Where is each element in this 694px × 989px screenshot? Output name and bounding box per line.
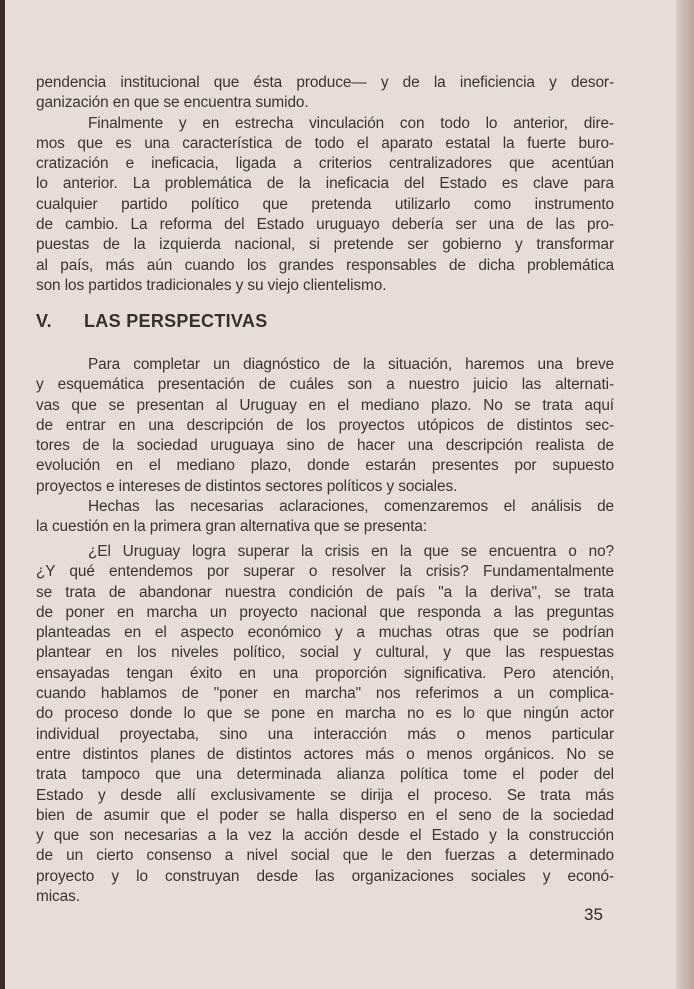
text-line: de cambio. La reforma del Estado uruguayo debería ser una de las pro- xyxy=(36,216,614,234)
text-line: y que son necesarias a la vez la acción desde el Estado y la construcción xyxy=(36,827,614,845)
text-line: plantear en los niveles político, social y cultural, y que las respuestas xyxy=(36,644,614,662)
text-line: al país, más aún cuando los grandes responsables de dicha problemática xyxy=(36,256,614,274)
text-line: de entrar en una descripción de los proyectos utópicos de distintos sec- xyxy=(36,416,614,434)
text-line: son los partidos tradicionales y su viejo clientelismo. xyxy=(36,276,387,294)
text-line: ensayadas tengan éxito en una proporción significativa. Pero atención, xyxy=(36,664,614,682)
text-block-top xyxy=(36,73,614,296)
text-line: evolución en el mediano plazo, donde estarán presentes por supuesto xyxy=(36,457,614,475)
text-line: de un cierto consenso a nivel social que le den fuerzas a determinado xyxy=(36,847,614,865)
text-line: mos que es una característica de todo el aparato estatal la fuerte buro- xyxy=(36,134,614,152)
text-line: Hechas las necesarias aclaraciones, comenzaremos el análisis de xyxy=(88,498,614,516)
text-line: individual proyectaba, sino una interacción más o menos particular xyxy=(36,725,614,743)
text-block-bottom xyxy=(36,542,614,907)
text-line: ¿El Uruguay logra superar la crisis en la que se encuentra o no? xyxy=(88,543,614,560)
text-line: ¿Y qué entendemos por superar o resolver la crisis? Fundamentalmente xyxy=(36,563,614,581)
text-line: puestas de la izquierda nacional, si pretende ser gobierno y transformar xyxy=(36,236,614,254)
text-line: bien de asumir que el poder se halla disperso en el seno de la sociedad xyxy=(36,806,614,824)
text-line: planteadas en el aspecto económico y a muchas otras que se podrían xyxy=(36,624,614,642)
section-heading xyxy=(36,311,268,332)
text-line: cualquier partido político que pretenda utilizarlo como instrumento xyxy=(36,195,614,213)
text-line: vas que se presentan al Uruguay en el mediano plazo. No se trata aquí xyxy=(36,396,614,414)
text-line: Estado y desde allí exclusivamente se dirija el proceso. Se trata más xyxy=(36,786,614,804)
section-title: LAS PERSPECTIVAS xyxy=(84,311,268,331)
text-line: ganización en que se encuentra sumido. xyxy=(36,94,309,112)
text-line: trata tampoco que una determinada alianza política tome el poder del xyxy=(36,766,614,784)
text-block-middle xyxy=(36,355,614,538)
text-line: cuando hablamos de "poner en marcha" nos referimos a un complica- xyxy=(36,685,614,703)
text-line: Finalmente y en estrecha vinculación con todo lo anterior, dire- xyxy=(88,114,614,132)
text-line: do proceso donde lo que se pone en marcha no es lo que ningún actor xyxy=(36,705,614,723)
text-line: entre distintos planes de distintos actores más o menos orgánicos. No se xyxy=(36,745,614,763)
text-line: proyecto y lo construyan desde las organizaciones sociales y econó- xyxy=(36,867,614,885)
text-line: proyectos e intereses de distintos sectores políticos y sociales. xyxy=(36,477,458,495)
text-line: de poner en marcha un proyecto nacional que responda a las preguntas xyxy=(36,603,614,621)
text-line: lo anterior. La problemática de la ineficacia del Estado es clave para xyxy=(36,175,614,193)
page-number: 35 xyxy=(584,905,603,924)
text-line: la cuestión en la primera gran alternativa que se presenta: xyxy=(36,518,428,536)
section-number: V. xyxy=(36,311,52,331)
book-spine-edge xyxy=(0,0,5,989)
page-edge xyxy=(676,0,694,989)
text-line: y esquemática presentación de cuáles son a nuestro juicio las alternati- xyxy=(36,376,614,394)
text-line: cratización e ineficacia, ligada a criterios centralizadores que acentúan xyxy=(36,155,614,173)
text-line: Para completar un diagnóstico de la situación, haremos una breve xyxy=(88,356,614,373)
text-line: micas. xyxy=(36,888,80,906)
text-line: tores de la sociedad uruguaya sino de hacer una descripción realista de xyxy=(36,437,614,455)
text-line: pendencia institucional que ésta produce— y de la ineficiencia y desor- xyxy=(36,74,614,91)
text-line: se trata de abandonar nuestra condición de país "a la deriva", se trata xyxy=(36,583,614,601)
